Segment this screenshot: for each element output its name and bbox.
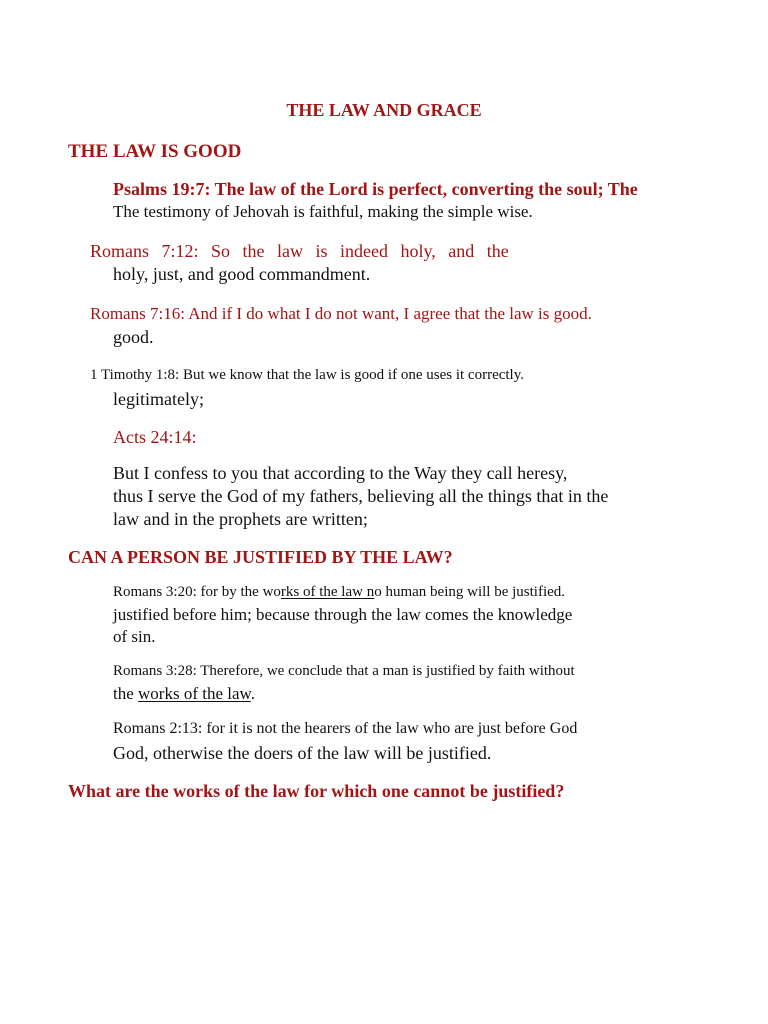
verse-ref-acts: Acts 24:14: (113, 427, 197, 447)
section-heading-law-is-good: THE LAW IS GOOD (68, 141, 242, 162)
verse-ref-romans-3-20-underlined: rks of the law n (280, 584, 375, 600)
verse-text-acts-line: law and in the prophets are written; (113, 509, 368, 529)
verse-text-psalms: The testimony of Jehovah is faithful, making the simple wise. (113, 202, 533, 221)
verse-text-acts-line: thus I serve the God of my fathers, believing all the things that in the (113, 486, 609, 506)
verse-text-romans-3-28-underlined: works of the law (138, 684, 251, 703)
verse-ref-romans-7-16: Romans 7:16: And if I do what I do not want, I agree that the law is good. (90, 304, 592, 323)
verse-text-romans-3-20-line: of sin. (113, 627, 156, 646)
verse-text-1-timothy: legitimately; (113, 389, 204, 409)
page-title: THE LAW AND GRACE (286, 100, 482, 120)
verse-text-romans-3-28-a: the (113, 684, 139, 703)
verse-ref-romans-2-13: Romans 2:13: for it is not the hearers of the law who are just before God (113, 720, 578, 737)
verse-text-romans-3-28 (113, 684, 255, 704)
verse-text-romans-2-13: God, otherwise the doers of the law will be justified. (113, 743, 492, 763)
verse-text-romans-3-20-line: justified before him; because through the law comes the knowledge (113, 605, 573, 624)
verse-ref-romans-3-20 (113, 584, 565, 601)
closing-question: What are the works of the law for which one cannot be justified? (68, 781, 565, 801)
verse-ref-romans-3-28: Romans 3:28: Therefore, we conclude that a man is justified by faith without (113, 663, 575, 679)
section-heading-justified: CAN A PERSON BE JUSTIFIED BY THE LAW? (68, 547, 453, 567)
verse-ref-1-timothy: 1 Timothy 1:8: But we know that the law is good if one uses it correctly. (90, 367, 524, 383)
verse-ref-romans-7-12: Romans 7:12: So the law is indeed holy, and the (90, 241, 509, 261)
verse-ref-psalms: Psalms 19:7: The law of the Lord is perfect, converting the soul; The (113, 179, 638, 199)
verse-ref-romans-3-20-a: Romans 3:20: for by the wo (113, 584, 281, 600)
verse-ref-romans-3-20-b: o human being will be justified. (374, 584, 566, 600)
verse-text-romans-7-16: good. (113, 327, 154, 347)
verse-text-romans-7-12: holy, just, and good commandment. (113, 264, 371, 284)
verse-text-romans-3-28-b: . (250, 684, 255, 703)
verse-text-acts-line: But I confess to you that according to the Way they call heresy, (113, 463, 568, 483)
